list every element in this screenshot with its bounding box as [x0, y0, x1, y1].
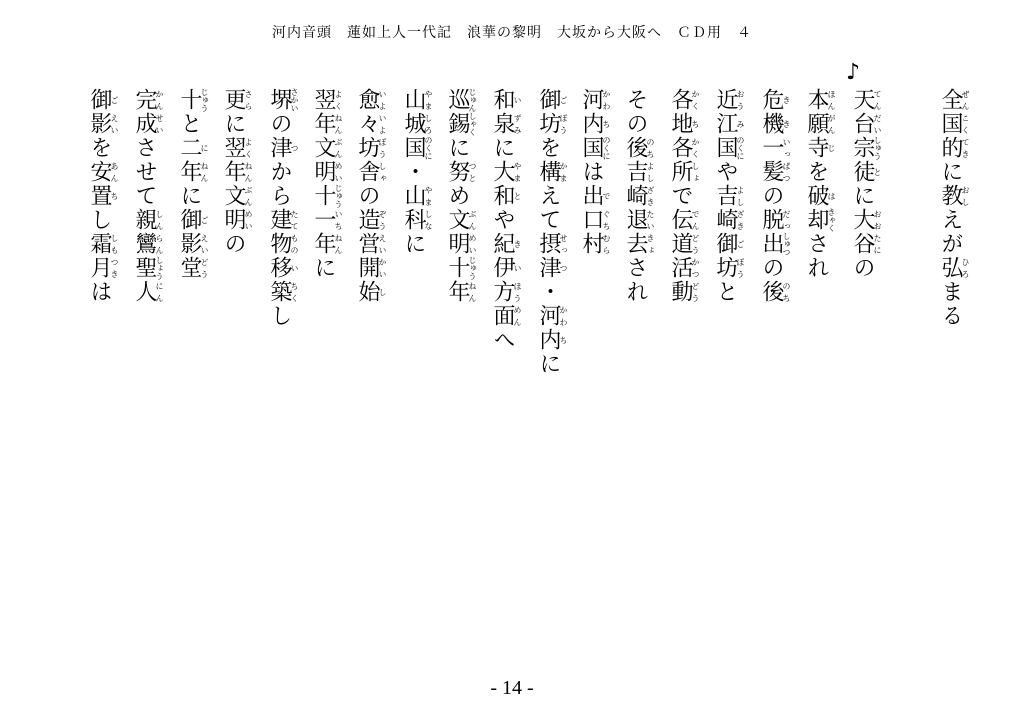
- ruby-char: 内ち: [579, 112, 611, 136]
- ruby-char: 活かつ: [668, 256, 700, 280]
- ruby-char: 聖しょう: [132, 256, 164, 280]
- ruby-char: 月つき: [87, 256, 119, 280]
- ruby-char: 和と: [490, 184, 522, 208]
- ruby-char: 退たい: [623, 208, 655, 232]
- ruby-char: 構かま: [536, 160, 568, 184]
- ruby-char: 村むら: [579, 232, 611, 256]
- lyric-line: 十じゅうと二に年ねんに御ご影えい堂どう: [177, 88, 209, 280]
- ruby-char: 崎ざき: [713, 208, 745, 232]
- ruby-char: 出で: [579, 184, 611, 208]
- ruby-char: 翌よく: [221, 136, 253, 160]
- ruby-char: 完かん: [132, 88, 164, 112]
- ruby-char: 谷たに: [850, 232, 882, 256]
- ruby-char: 本ほん: [804, 88, 836, 112]
- ruby-char: 霜しも: [87, 232, 119, 256]
- ruby-char: 錫しゃく: [445, 112, 477, 136]
- ruby-char: 出しゅつ: [759, 232, 791, 256]
- ruby-char: 所しょ: [668, 160, 700, 184]
- ruby-char: 二に: [177, 136, 209, 160]
- lyric-line: 危き機き一いっ髪ぱつの脱だっ出しゅつの後のち: [759, 88, 791, 304]
- ruby-char: 一いっ: [759, 136, 791, 160]
- ruby-char: 口ぐち: [579, 208, 611, 232]
- lyric-line: 御ご坊ぼうを構かまえて摂せっ津つ・河かわ内ちに: [536, 88, 568, 376]
- ruby-char: 願がん: [804, 112, 836, 136]
- ruby-char: 徒と: [850, 160, 882, 184]
- lyric-line: 全ぜん国こく的てきに教おしえが弘ひろまる: [938, 88, 970, 328]
- ruby-char: 却きゃく: [804, 208, 836, 232]
- ruby-char: 移い: [267, 256, 299, 280]
- ruby-char: 全ぜん: [938, 88, 970, 112]
- ruby-char: 台だい: [850, 112, 882, 136]
- ruby-char: 城しろ: [401, 112, 433, 136]
- ruby-char: 近おう: [713, 88, 745, 112]
- ruby-char: 国のくに: [401, 136, 433, 160]
- ruby-char: 十じゅう: [177, 88, 209, 112]
- ruby-char: 科しな: [401, 208, 433, 232]
- ruby-char: 年ねん: [311, 232, 343, 256]
- ruby-char: 危き: [759, 88, 791, 112]
- ruby-char: 内ち: [536, 328, 568, 352]
- ruby-char: 機き: [759, 112, 791, 136]
- ruby-char: 努つと: [445, 160, 477, 184]
- ruby-char: 築ちく: [267, 280, 299, 304]
- lyric-line: 河かわ内ち国のくには出で口ぐち村むら: [579, 88, 611, 256]
- ruby-char: 開かい: [355, 256, 387, 280]
- ruby-char: 一いち: [311, 208, 343, 232]
- ruby-char: 物もの: [267, 232, 299, 256]
- ruby-char: 津つ: [536, 256, 568, 280]
- ruby-char: 面めん: [490, 304, 522, 328]
- page-header: 河内音頭 蓮如上人一代記 浪華の黎明 大坂から大阪へ ＣＤ用 ４: [272, 25, 752, 41]
- ruby-char: 教おし: [938, 184, 970, 208]
- ruby-char: 御ご: [177, 208, 209, 232]
- ruby-char: 影えい: [177, 232, 209, 256]
- musical-note-icon: ♪: [846, 60, 861, 85]
- ruby-char: 置ち: [87, 184, 119, 208]
- ruby-char: 各かく: [668, 88, 700, 112]
- ruby-char: 国のくに: [579, 136, 611, 160]
- ruby-char: 山やま: [401, 184, 433, 208]
- lyric-line: 近おう江み国のくにや吉よし崎ざき御ご坊ぼうと: [713, 88, 745, 304]
- page-number: - 14 -: [490, 677, 534, 699]
- ruby-char: 愈いよ: [355, 88, 387, 112]
- ruby-char: 破は: [804, 184, 836, 208]
- ruby-char: 脱だっ: [759, 208, 791, 232]
- ruby-char: 年ねん: [445, 280, 477, 304]
- lyric-line: 翌よく年ねん文ぶん明めい十じゅう一いち年ねんに: [311, 88, 343, 280]
- ruby-char: 崎ざき: [623, 184, 655, 208]
- ruby-char: 弘ひろ: [938, 256, 970, 280]
- ruby-char: 営えい: [355, 232, 387, 256]
- ruby-char: 堂どう: [177, 256, 209, 280]
- ruby-char: 地ち: [668, 112, 700, 136]
- ruby-char: 安あん: [87, 160, 119, 184]
- ruby-char: 江み: [713, 112, 745, 136]
- ruby-char: 泉ずみ: [490, 112, 522, 136]
- ruby-char: 親しん: [132, 208, 164, 232]
- ruby-char: 去きょ: [623, 232, 655, 256]
- ruby-char: 大おお: [850, 208, 882, 232]
- ruby-char: 各かく: [668, 136, 700, 160]
- ruby-char: 十じゅう: [445, 256, 477, 280]
- ruby-char: 方ほう: [490, 280, 522, 304]
- ruby-char: 吉よし: [713, 184, 745, 208]
- lyric-line: 本ほん願がん寺じを破は却きゃくされ: [804, 88, 836, 280]
- ruby-char: 十じゅう: [311, 184, 343, 208]
- ruby-char: 摂せっ: [536, 232, 568, 256]
- ruby-char: 成せい: [132, 112, 164, 136]
- ruby-char: 明めい: [311, 160, 343, 184]
- lyric-line: 御ご影えいを安あん置ちし霜しも月つきは: [87, 88, 119, 304]
- ruby-char: 道どう: [668, 232, 700, 256]
- ruby-char: 建たて: [267, 208, 299, 232]
- ruby-char: 国こく: [938, 112, 970, 136]
- ruby-char: 伊い: [490, 256, 522, 280]
- lyric-line: 完かん成せいさせて親しん鸞らん聖しょう人にん: [132, 88, 164, 304]
- ruby-char: 年ねん: [311, 112, 343, 136]
- ruby-char: 御ご: [536, 88, 568, 112]
- ruby-char: 河かわ: [536, 304, 568, 328]
- lyric-line: 天てん台だい宗しゅう徒とに大おお谷たにの: [850, 88, 882, 280]
- ruby-char: 影えい: [87, 112, 119, 136]
- ruby-char: 国のくに: [713, 136, 745, 160]
- ruby-char: 堺さかい: [267, 88, 299, 112]
- ruby-char: 人にん: [132, 280, 164, 304]
- ruby-char: 鸞らん: [132, 232, 164, 256]
- ruby-char: 文ぶん: [311, 136, 343, 160]
- ruby-char: 明めい: [221, 208, 253, 232]
- ruby-char: 年ねん: [221, 160, 253, 184]
- ruby-char: 舎しゃ: [355, 160, 387, 184]
- lyric-line: 各かく地ち各かく所しょで伝でん道どう活かつ動どう: [668, 88, 700, 304]
- lyric-line: 山やま城しろ国のくに・山やま科しなに: [401, 88, 433, 256]
- ruby-char: 坊ぼう: [536, 112, 568, 136]
- ruby-char: 大やま: [490, 160, 522, 184]
- ruby-char: 山やま: [401, 88, 433, 112]
- lyric-line: その後のち吉よし崎ざき退たい去きょされ: [623, 88, 655, 304]
- lyric-line: 堺さかいの津つから建たて物もの移い築ちくし: [267, 88, 299, 328]
- ruby-char: 宗しゅう: [850, 136, 882, 160]
- ruby-char: 坊ぼう: [713, 256, 745, 280]
- ruby-char: 伝でん: [668, 208, 700, 232]
- ruby-char: 明めい: [445, 232, 477, 256]
- ruby-char: 坊ぼう: [355, 136, 387, 160]
- ruby-char: 津つ: [267, 136, 299, 160]
- ruby-char: 髪ぱつ: [759, 160, 791, 184]
- ruby-char: 天てん: [850, 88, 882, 112]
- ruby-char: 始し: [355, 280, 387, 304]
- ruby-char: 動どう: [668, 280, 700, 304]
- ruby-char: 巡じゅん: [445, 88, 477, 112]
- ruby-char: 和い: [490, 88, 522, 112]
- ruby-char: 文ぶん: [221, 184, 253, 208]
- ruby-char: 文ぶん: [445, 208, 477, 232]
- ruby-char: 翌よく: [311, 88, 343, 112]
- ruby-char: 的てき: [938, 136, 970, 160]
- ruby-char: 更さら: [221, 88, 253, 112]
- lyric-line: 巡じゅん錫しゃくに努つとめ文ぶん明めい十じゅう年ねん: [445, 88, 477, 304]
- ruby-char: 紀き: [490, 232, 522, 256]
- lyric-line: 和い泉ずみに大やま和とや紀き伊い方ほう面めんへ: [490, 88, 522, 352]
- ruby-char: 御ご: [713, 232, 745, 256]
- ruby-char: 御ご: [87, 88, 119, 112]
- ruby-char: 吉よし: [623, 160, 655, 184]
- ruby-char: 後のち: [759, 280, 791, 304]
- ruby-char: 河かわ: [579, 88, 611, 112]
- ruby-char: 造ぞう: [355, 208, 387, 232]
- ruby-char: 後のち: [623, 136, 655, 160]
- lyric-line: 更さらに翌よく年ねん文ぶん明めいの: [221, 88, 253, 256]
- ruby-char: 年ねん: [177, 160, 209, 184]
- ruby-char: 々いよ: [355, 112, 387, 136]
- lyric-line: 愈いよ々いよ坊ぼう舎しゃの造ぞう営えい開かい始し: [355, 88, 387, 304]
- ruby-char: 寺じ: [804, 136, 836, 160]
